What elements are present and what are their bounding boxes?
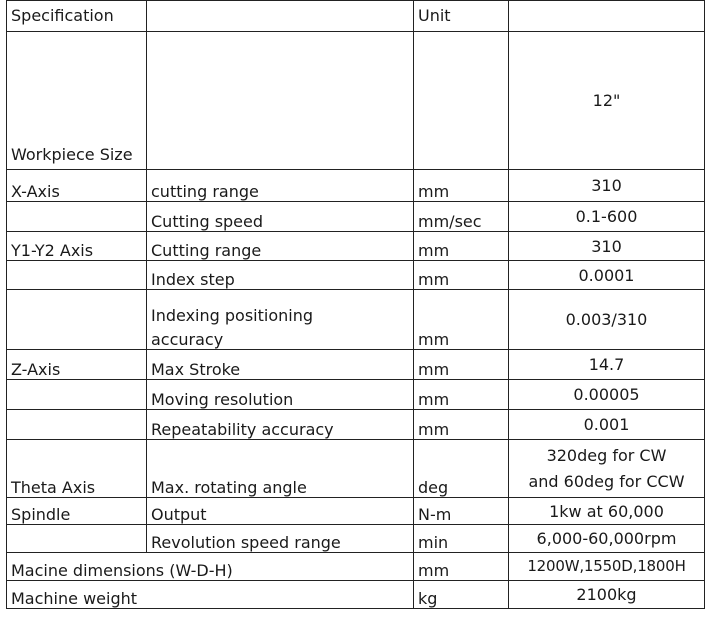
unit-cell: mm [414, 290, 509, 350]
value-cell: 12" [509, 32, 705, 170]
item-cell: Revolution speed range [147, 525, 414, 553]
header-value [509, 1, 705, 32]
unit-cell: deg [414, 440, 509, 498]
unit-cell: mm [414, 170, 509, 202]
spec-cell [7, 410, 147, 440]
spec-cell: Y1-Y2 Axis [7, 232, 147, 261]
table-row [7, 440, 705, 498]
table-row [7, 350, 705, 380]
value-cell [509, 440, 705, 498]
spec-cell [7, 525, 147, 553]
value-line-2: and 60deg for CCW [528, 471, 685, 491]
unit-cell: N-m [414, 498, 509, 525]
item-cell: Output [147, 498, 414, 525]
value-cell: 2100kg [509, 581, 705, 609]
header-item [147, 1, 414, 32]
value-cell: 0.003/310 [509, 290, 705, 350]
spec-cell: Spindle [7, 498, 147, 525]
table-row [7, 290, 705, 350]
value-cell: 1200W,1550D,1800H [509, 553, 705, 581]
spec-cell [7, 290, 147, 350]
unit-cell: mm [414, 232, 509, 261]
value-cell: 1kw at 60,000 [509, 498, 705, 525]
item-cell: Max. rotating angle [147, 440, 414, 498]
table-row [7, 261, 705, 290]
value-cell: 310 [509, 170, 705, 202]
spec-cell [7, 261, 147, 290]
unit-cell: mm [414, 261, 509, 290]
unit-cell: mm/sec [414, 202, 509, 232]
spec-cell: Macine dimensions (W-D-H) [7, 553, 414, 581]
unit-cell: kg [414, 581, 509, 609]
unit-cell: mm [414, 350, 509, 380]
spec-cell: Machine weight [7, 581, 414, 609]
spec-cell: X-Axis [7, 170, 147, 202]
item-cell: Max Stroke [147, 350, 414, 380]
table-row [7, 410, 705, 440]
value-cell: 0.1-600 [509, 202, 705, 232]
value-cell: 0.00005 [509, 380, 705, 410]
unit-cell [414, 32, 509, 170]
table-row [7, 498, 705, 525]
table-header-row [7, 1, 705, 32]
item-cell: Repeatability accuracy [147, 410, 414, 440]
header-unit: Unit [414, 1, 509, 32]
specification-table [6, 0, 705, 609]
table-row [7, 525, 705, 553]
item-cell [147, 290, 414, 350]
unit-cell: min [414, 525, 509, 553]
item-cell: Cutting range [147, 232, 414, 261]
spec-cell: Workpiece Size [7, 32, 147, 170]
item-cell: Index step [147, 261, 414, 290]
spec-cell: Z-Axis [7, 350, 147, 380]
item-line-2: accuracy [151, 330, 224, 349]
value-line-1: 320deg for CW [546, 445, 667, 465]
item-cell: cutting range [147, 170, 414, 202]
table-row [7, 380, 705, 410]
item-cell: Moving resolution [147, 380, 414, 410]
header-specification: Specification [7, 1, 147, 32]
value-cell: 310 [509, 232, 705, 261]
value-cell: 6,000-60,000rpm [509, 525, 705, 553]
spec-cell: Theta Axis [7, 440, 147, 498]
unit-cell: mm [414, 553, 509, 581]
item-cell: Cutting speed [147, 202, 414, 232]
spec-cell [7, 202, 147, 232]
table-row [7, 202, 705, 232]
unit-cell: mm [414, 380, 509, 410]
table-row [7, 581, 705, 609]
value-cell: 0.0001 [509, 261, 705, 290]
value-cell: 14.7 [509, 350, 705, 380]
item-line-1: Indexing positioning [151, 306, 313, 325]
table-row [7, 32, 705, 170]
item-cell [147, 32, 414, 170]
table-row [7, 232, 705, 261]
unit-cell: mm [414, 410, 509, 440]
value-cell: 0.001 [509, 410, 705, 440]
table-row [7, 170, 705, 202]
spec-cell [7, 380, 147, 410]
table-row [7, 553, 705, 581]
